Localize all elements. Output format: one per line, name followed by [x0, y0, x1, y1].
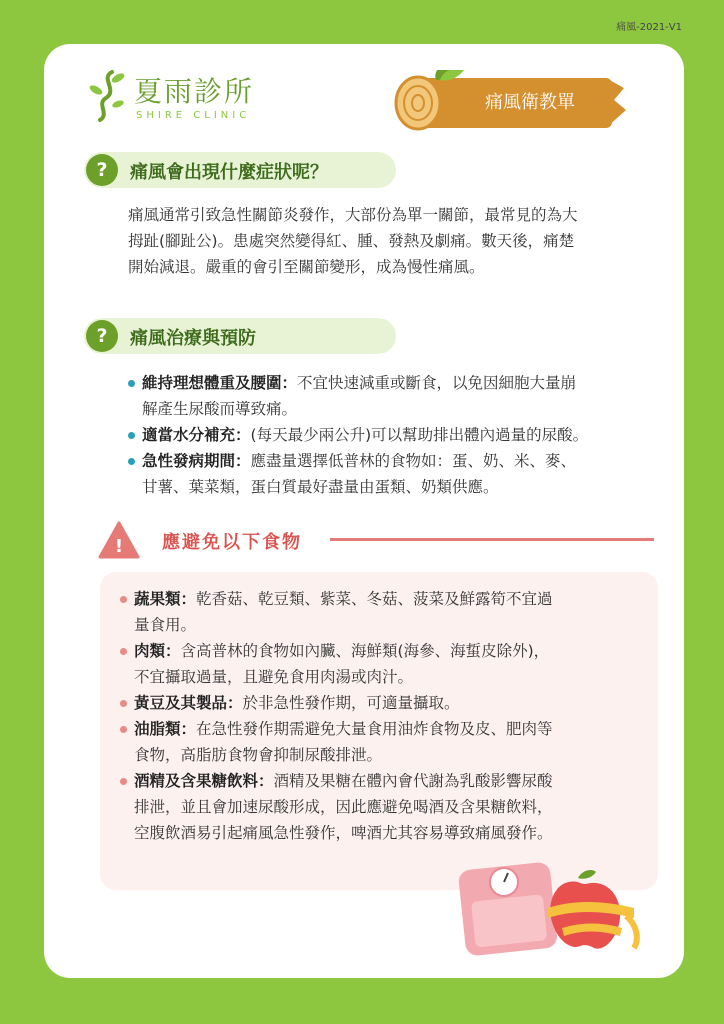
list-item	[128, 422, 648, 448]
doc-code: 痛風-2021-V1	[616, 22, 682, 33]
item-term: 黃豆及其製品：	[134, 694, 243, 712]
bullet-dot	[128, 432, 135, 439]
item-text: 乾香菇、乾豆類、紫菜、冬菇、菠菜及鮮露筍不宜過	[196, 590, 553, 608]
list-item	[120, 768, 650, 846]
sprout-logo-icon	[88, 68, 128, 124]
bullet-dot	[120, 648, 127, 655]
item-text: 不宜攝取過量，且避免食用肉湯或肉汁。	[134, 668, 414, 686]
warning-title: 應避免以下食物	[162, 532, 302, 553]
item-text: 解產生尿酸而導致痛。	[142, 400, 298, 418]
apple-icon	[542, 868, 644, 954]
section-symptoms-header	[84, 152, 396, 188]
list-item	[120, 638, 650, 690]
item-term: 急性發病期間：	[142, 452, 251, 470]
warning-divider	[330, 538, 654, 541]
item-term: 肉類：	[134, 642, 181, 660]
logo-subtitle: SHIRE CLINIC	[136, 110, 251, 121]
bullet-dot	[120, 778, 127, 785]
section-title: 痛風會出現什麼症狀呢？	[130, 162, 328, 183]
item-term: 油脂類：	[134, 720, 197, 738]
item-text: 不宜快速減重或斷食，以免因細胞大量崩	[297, 374, 577, 392]
bullet-dot	[128, 458, 135, 465]
warning-header	[98, 520, 658, 560]
paragraph-line: 拇趾(腳趾公)。患處突然變得紅、腫、發熱及劇痛。數天後，痛楚	[128, 232, 575, 250]
item-text: 食物，高脂肪食物會抑制尿酸排泄。	[134, 746, 383, 764]
bullet-dot	[128, 380, 135, 387]
paragraph-line: 開始減退。嚴重的會引至關節變形，成為慢性痛風。	[128, 258, 485, 276]
banner-title: 痛風衛教單	[485, 92, 575, 113]
item-term: 維持理想體重及腰圍：	[142, 374, 298, 392]
bullet-dot	[120, 726, 127, 733]
bullet-dot	[120, 700, 127, 707]
list-item	[120, 690, 650, 716]
title-banner	[392, 70, 628, 132]
list-item	[120, 586, 650, 638]
list-item	[128, 448, 648, 500]
foods-list	[120, 586, 650, 846]
item-term: 蔬果類：	[134, 590, 197, 608]
item-text: 酒精及果糖在體內會代謝為乳酸影響尿酸	[273, 772, 553, 790]
question-icon: ?	[86, 320, 118, 352]
item-text: 空腹飲酒易引起痛風急性發作，啤酒尤其容易導致痛風發作。	[134, 824, 553, 842]
section-title: 痛風治療與預防	[130, 328, 256, 349]
item-text: 排泄，並且會加速尿酸形成，因此應避免喝酒及含果糖飲料，	[134, 798, 553, 816]
item-term: 酒精及含果糖飲料：	[134, 772, 274, 790]
list-item	[128, 370, 648, 422]
item-text: 應盡量選擇低普林的食物如：蛋、奶、米、麥、	[250, 452, 577, 470]
question-icon: ?	[86, 154, 118, 186]
item-text: (每天最少兩公升)可以幫助排出體內過量的尿酸。	[250, 426, 589, 444]
bullet-dot	[120, 596, 127, 603]
item-text: 甘薯、葉菜類，蛋白質最好盡量由蛋類、奶類供應。	[142, 478, 499, 496]
warning-mark: !	[114, 536, 124, 557]
list-item	[120, 716, 650, 768]
item-text: 量食用。	[134, 616, 197, 634]
symptoms-paragraph	[128, 202, 648, 280]
item-text: 於非急性發作期，可適量攝取。	[242, 694, 460, 712]
item-text: 含高普林的食物如內臟、海鮮類(海參、海蜇皮除外)，	[180, 642, 550, 660]
item-text: 在急性發作期需避免大量食用油炸食物及皮、肥肉等	[196, 720, 553, 738]
logo-name: 夏雨診所	[134, 75, 255, 108]
item-term: 適當水分補充：	[142, 426, 251, 444]
warning-triangle-icon	[98, 520, 140, 560]
treatment-list	[128, 370, 648, 500]
paragraph-line: 痛風通常引致急性關節炎發作，大部份為單一關節，最常見的為大	[128, 206, 578, 224]
clinic-logo	[88, 68, 268, 128]
section-treatment-header	[84, 318, 396, 354]
